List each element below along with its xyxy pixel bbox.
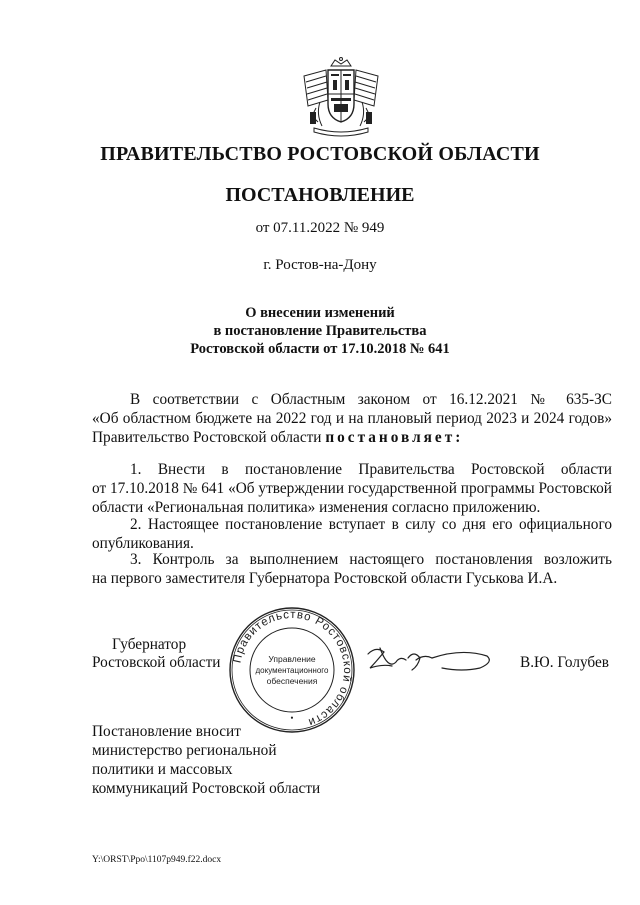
signatory-region: Ростовской области [92, 654, 221, 671]
document-type: ПОСТАНОВЛЕНИЕ [225, 184, 415, 206]
file-path: Y:\ORST\Ppo\1107p949.f22.docx [92, 855, 222, 865]
preamble-line: В соответствии с Областным законом от 16.12.2021 № 635-ЗС [130, 391, 612, 408]
signatory-title: Губернатор [112, 636, 187, 653]
handwritten-signature [362, 640, 497, 680]
preamble-line [92, 428, 612, 447]
subject-line: в постановление Правительства [213, 323, 427, 339]
preamble-paragraph [92, 390, 612, 447]
stamp-inner-line: документационного [255, 666, 329, 675]
point-line: области «Региональная политика» изменения согласно приложению. [92, 499, 541, 516]
signatory-name: В.Ю. Голубев [520, 654, 610, 671]
introduced-by-line: министерство региональной [92, 742, 277, 759]
point-line: 2. Настоящее постановление вступает в силу со дня его официального [130, 516, 612, 533]
introduced-by-block [92, 722, 320, 798]
organization-title: ПРАВИТЕЛЬСТВО РОСТОВСКОЙ ОБЛАСТИ [100, 143, 540, 165]
point-line: опубликования. [92, 535, 194, 552]
stamp-inner-line: Управление [268, 654, 316, 664]
official-stamp [227, 605, 357, 735]
introduced-by-line: политики и массовых [92, 761, 233, 778]
preamble-prefix: Правительство Ростовской области [92, 429, 326, 446]
stamp-outer-text: области [305, 685, 350, 729]
svg-text:•: • [290, 713, 294, 723]
document-place: г. Ростов-на-Дону [263, 257, 377, 273]
introduced-by-line: коммуникаций Ростовской области [92, 780, 321, 797]
point-3-paragraph [92, 550, 612, 588]
subject-line: О внесении изменений [245, 305, 395, 321]
preamble-line: «Об областном бюджете на 2022 год и на плановый период 2023 и 2024 годов» [92, 410, 612, 427]
point-line: от 17.10.2018 № 641 «Об утверждении государственной программы Ростовской [92, 480, 612, 497]
point-line: 3. Контроль за выполнением настоящего постановления возложить [130, 551, 612, 568]
introduced-by-line: Постановление вносит [92, 723, 241, 740]
stamp-inner-line: обеспечения [266, 676, 318, 686]
point-line: на первого заместителя Губернатора Ростовской области Гуськова И.А. [92, 570, 558, 587]
point-line: 1. Внести в постановление Правительства Ростовской области [130, 461, 612, 478]
coat-of-arms-emblem [298, 56, 384, 138]
document-date-number: от 07.11.2022 № 949 [255, 220, 385, 236]
subject-line: Ростовской области от 17.10.2018 № 641 [190, 341, 450, 357]
document-subject [0, 304, 640, 358]
point-2-paragraph [92, 515, 612, 553]
stamp-outer-text: Правительство Ростовской [231, 608, 354, 684]
point-1-paragraph [92, 460, 612, 517]
resolution-keyword: постановляет: [325, 429, 464, 446]
